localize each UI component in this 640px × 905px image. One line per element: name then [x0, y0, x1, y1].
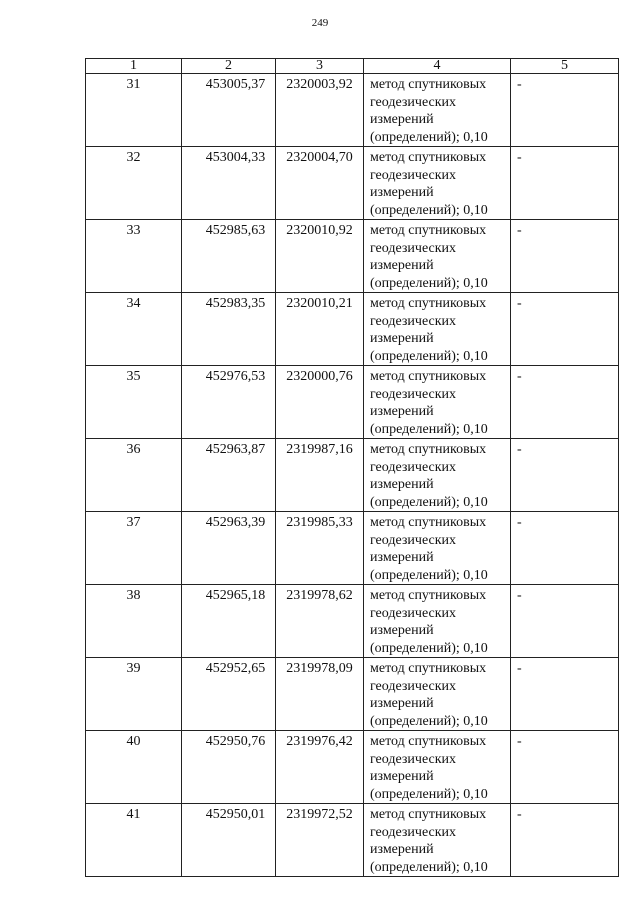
table-header-row	[86, 59, 619, 74]
coordinate-y: 2319987,16	[276, 439, 364, 512]
coordinates-table	[85, 58, 619, 877]
coordinate-x: 452976,53	[182, 366, 276, 439]
method-cell: метод спутниковых геодезических измерений (определений); 0,10	[364, 585, 511, 658]
point-number: 40	[86, 731, 182, 804]
table-row	[86, 74, 619, 147]
coordinate-y: 2319976,42	[276, 731, 364, 804]
coordinate-x: 453004,33	[182, 147, 276, 220]
point-number: 41	[86, 804, 182, 877]
coordinate-y: 2319978,09	[276, 658, 364, 731]
point-number: 34	[86, 293, 182, 366]
table-row	[86, 731, 619, 804]
coordinate-y: 2319978,62	[276, 585, 364, 658]
column-header-3: 3	[276, 59, 364, 74]
method-cell: метод спутниковых геодезических измерений (определений); 0,10	[364, 366, 511, 439]
table-row	[86, 147, 619, 220]
method-cell: метод спутниковых геодезических измерений (определений); 0,10	[364, 658, 511, 731]
point-number: 36	[86, 439, 182, 512]
note-cell: -	[511, 439, 619, 512]
coordinate-x: 453005,37	[182, 74, 276, 147]
coordinate-x: 452983,35	[182, 293, 276, 366]
note-cell: -	[511, 74, 619, 147]
point-number: 37	[86, 512, 182, 585]
coordinate-y: 2319972,52	[276, 804, 364, 877]
column-header-4: 4	[364, 59, 511, 74]
note-cell: -	[511, 147, 619, 220]
point-number: 39	[86, 658, 182, 731]
note-cell: -	[511, 804, 619, 877]
coordinate-x: 452952,65	[182, 658, 276, 731]
note-cell: -	[511, 585, 619, 658]
method-cell: метод спутниковых геодезических измерений (определений); 0,10	[364, 439, 511, 512]
point-number: 35	[86, 366, 182, 439]
note-cell: -	[511, 293, 619, 366]
note-cell: -	[511, 658, 619, 731]
coordinate-y: 2320003,92	[276, 74, 364, 147]
method-cell: метод спутниковых геодезических измерений (определений); 0,10	[364, 512, 511, 585]
point-number: 32	[86, 147, 182, 220]
coordinate-x: 452963,39	[182, 512, 276, 585]
table-row	[86, 439, 619, 512]
note-cell: -	[511, 731, 619, 804]
coordinate-x: 452965,18	[182, 585, 276, 658]
note-cell: -	[511, 220, 619, 293]
table-row	[86, 804, 619, 877]
point-number: 31	[86, 74, 182, 147]
column-header-2: 2	[182, 59, 276, 74]
method-cell: метод спутниковых геодезических измерений (определений); 0,10	[364, 731, 511, 804]
table-row	[86, 366, 619, 439]
coordinate-y: 2319985,33	[276, 512, 364, 585]
coordinate-x: 452985,63	[182, 220, 276, 293]
coordinate-x: 452950,01	[182, 804, 276, 877]
coordinate-y: 2320010,21	[276, 293, 364, 366]
point-number: 38	[86, 585, 182, 658]
table-row	[86, 658, 619, 731]
page-number: 249	[311, 17, 329, 29]
table-row	[86, 512, 619, 585]
column-header-1: 1	[86, 59, 182, 74]
coordinate-y: 2320004,70	[276, 147, 364, 220]
method-cell: метод спутниковых геодезических измерений (определений); 0,10	[364, 804, 511, 877]
point-number: 33	[86, 220, 182, 293]
note-cell: -	[511, 512, 619, 585]
note-cell: -	[511, 366, 619, 439]
table-row	[86, 220, 619, 293]
table-row	[86, 293, 619, 366]
column-header-5: 5	[511, 59, 619, 74]
coordinate-x: 452963,87	[182, 439, 276, 512]
coordinate-y: 2320010,92	[276, 220, 364, 293]
method-cell: метод спутниковых геодезических измерений (определений); 0,10	[364, 74, 511, 147]
coordinate-y: 2320000,76	[276, 366, 364, 439]
method-cell: метод спутниковых геодезических измерений (определений); 0,10	[364, 293, 511, 366]
method-cell: метод спутниковых геодезических измерений (определений); 0,10	[364, 147, 511, 220]
coordinate-x: 452950,76	[182, 731, 276, 804]
table-row	[86, 585, 619, 658]
method-cell: метод спутниковых геодезических измерений (определений); 0,10	[364, 220, 511, 293]
